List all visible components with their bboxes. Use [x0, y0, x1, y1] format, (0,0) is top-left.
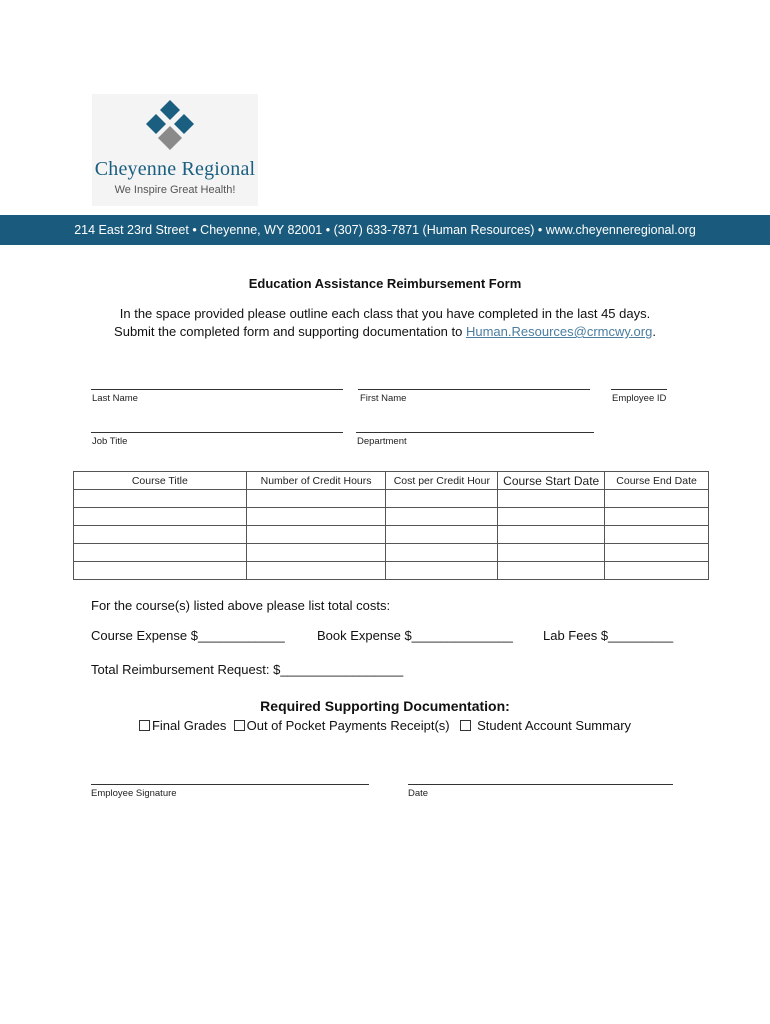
last-name-label: Last Name	[92, 393, 138, 404]
lab-fees-field[interactable]: Lab Fees $_________	[543, 628, 674, 643]
documentation-checklist	[0, 718, 770, 733]
address-band: 214 East 23rd Street • Cheyenne, WY 82001 • (307) 633-7871 (Human Resources) • www.cheyenneregional.org	[0, 215, 770, 245]
course-table	[73, 471, 709, 580]
book-expense-field[interactable]: Book Expense $______________	[317, 628, 513, 643]
student-account-checkbox[interactable]	[460, 720, 471, 731]
table-cell[interactable]	[605, 562, 709, 580]
employee-signature-label: Employee Signature	[91, 788, 177, 799]
header-course-title: Course Title	[74, 472, 247, 490]
department-label: Department	[357, 436, 407, 447]
table-cell[interactable]	[386, 508, 498, 526]
costs-intro: For the course(s) listed above please list total costs:	[91, 598, 391, 613]
logo	[92, 94, 258, 206]
table-cell[interactable]	[498, 562, 605, 580]
last-name-field[interactable]	[91, 389, 343, 390]
logo-tagline: We Inspire Great Health!	[114, 184, 236, 196]
table-row	[74, 490, 709, 508]
form-intro	[0, 305, 770, 341]
table-cell[interactable]	[386, 526, 498, 544]
table-cell[interactable]	[246, 526, 386, 544]
diamond-logo-icon	[140, 96, 200, 156]
final-grades-label: Final Grades	[151, 718, 227, 733]
table-cell[interactable]	[246, 544, 386, 562]
job-title-label: Job Title	[92, 436, 128, 447]
table-cell[interactable]	[74, 508, 247, 526]
intro-line-2-prefix: Submit the completed form and supporting documentation to	[114, 324, 466, 339]
total-reimbursement-field[interactable]: Total Reimbursement Request: $_________________	[91, 662, 404, 677]
date-field[interactable]	[408, 784, 673, 785]
table-row	[74, 508, 709, 526]
student-account-label: Student Account Summary	[477, 718, 632, 733]
course-expense-field[interactable]: Course Expense $____________	[91, 628, 285, 643]
job-title-field[interactable]	[91, 432, 343, 433]
form-title: Education Assistance Reimbursement Form	[248, 276, 522, 291]
table-cell[interactable]	[246, 508, 386, 526]
table-cell[interactable]	[74, 544, 247, 562]
table-row	[74, 544, 709, 562]
table-cell[interactable]	[605, 508, 709, 526]
intro-line-2	[0, 323, 770, 341]
logo-name: Cheyenne Regional	[94, 158, 256, 180]
table-cell[interactable]	[74, 526, 247, 544]
table-cell[interactable]	[386, 562, 498, 580]
table-cell[interactable]	[246, 562, 386, 580]
table-cell[interactable]	[498, 544, 605, 562]
table-cell[interactable]	[386, 490, 498, 508]
receipts-checkbox[interactable]	[234, 720, 245, 731]
table-cell[interactable]	[246, 490, 386, 508]
header-end-date: Course End Date	[605, 472, 709, 490]
department-field[interactable]	[356, 432, 594, 433]
first-name-label: First Name	[360, 393, 407, 404]
final-grades-checkbox[interactable]	[139, 720, 150, 731]
table-cell[interactable]	[74, 490, 247, 508]
table-cell[interactable]	[498, 526, 605, 544]
table-row	[74, 562, 709, 580]
table-header-row	[74, 472, 709, 490]
date-label: Date	[408, 788, 429, 799]
email-link[interactable]: Human.Resources@crmcwy.org	[465, 324, 653, 339]
header-cost-per-hour: Cost per Credit Hour	[386, 472, 498, 490]
table-cell[interactable]	[498, 490, 605, 508]
table-cell[interactable]	[386, 544, 498, 562]
table-cell[interactable]	[74, 562, 247, 580]
employee-id-label: Employee ID	[612, 393, 667, 404]
intro-line-1: In the space provided please outline each class that you have completed in the last 45 days.	[119, 306, 651, 321]
header-credit-hours: Number of Credit Hours	[246, 472, 386, 490]
receipts-label: Out of Pocket Payments Receipt(s)	[246, 718, 450, 733]
first-name-field[interactable]	[358, 389, 590, 390]
table-cell[interactable]	[498, 508, 605, 526]
table-cell[interactable]	[605, 544, 709, 562]
employee-signature-field[interactable]	[91, 784, 369, 785]
table-cell[interactable]	[605, 526, 709, 544]
intro-line-2-suffix: .	[652, 324, 656, 339]
employee-id-field[interactable]	[611, 389, 667, 390]
table-row	[74, 526, 709, 544]
documentation-title: Required Supporting Documentation:	[260, 698, 510, 714]
header-start-date: Course Start Date	[498, 472, 605, 490]
table-cell[interactable]	[605, 490, 709, 508]
